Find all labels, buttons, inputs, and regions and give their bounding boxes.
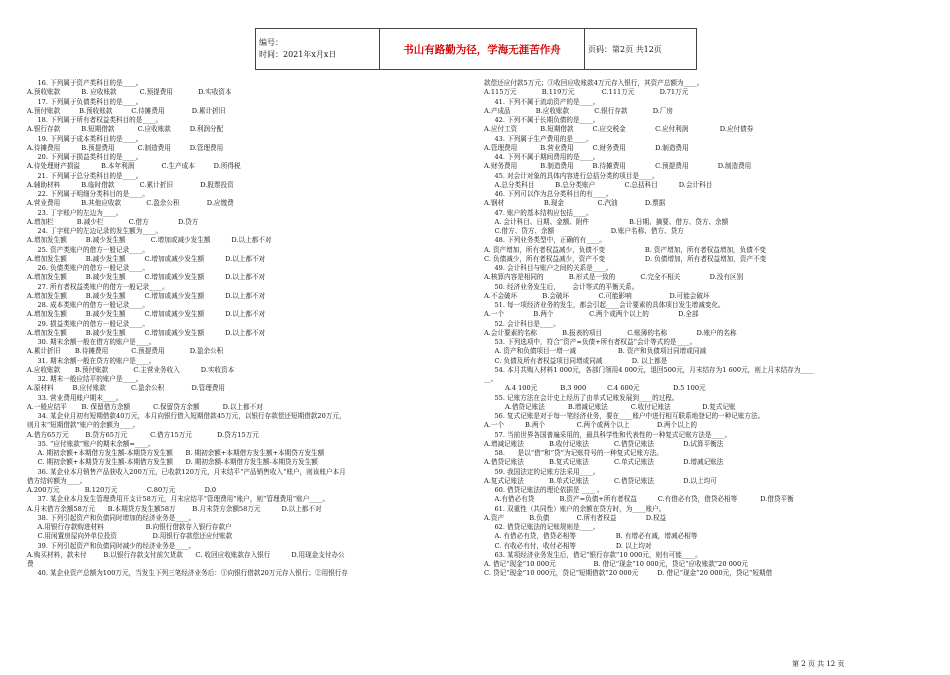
text-line: 35. “应付账款”账户的期末余额=____。 <box>27 439 155 448</box>
text-line: C. 期初余额+本期贷方发生额-本期借方发生额 D. 期初余额-本期借方发生额-本期贷方发生额 <box>27 458 318 467</box>
text-line: A.月末借方余额58万元 B.本期贷方发生额58万 B.月末贷方余额58万元 D.以上都不对 <box>27 504 322 513</box>
text-line: A.4 100元 B.3 900 C.4 600元 D.5 100元 <box>484 384 706 393</box>
text-line: 32. 期末一般应结平的账户是____。 <box>27 375 143 383</box>
text-line: A.增加发生额 B.减少发生额 C.增加或减少发生额 D.以上都不对 <box>27 236 272 245</box>
text-line: A.银行存款 B.短期借款 C.应收账款 D.利润分配 <box>27 125 224 134</box>
text-line: C. 负债及所有者权益项目同增或同减 D. 以上都是 <box>484 356 668 365</box>
text-line: A.增加发生额 B.减少发生额 C.增加或减少发生额 D.以上都不对 <box>27 254 266 263</box>
text-line: 63. 某项经济业务发生后，借记“银行存款”10 000元，则有可能____。 <box>484 550 702 559</box>
text-line: A.一个 B.两个 C.两个或两个以上 D.两个以上的 <box>484 421 697 430</box>
text-line: A.原材料 B.应付账款 C.盈余公积 D.管理费用 <box>27 384 226 393</box>
text-line: 62. 借贷记账法的记账规则是____。 <box>484 523 600 531</box>
text-line: C.用闲置房屋向外单位投资 D.用银行存款偿还应付账款 <box>27 532 233 541</box>
text-line: 费 <box>27 560 34 568</box>
right-column <box>484 79 930 579</box>
text-line: A.一般应结平 B. 保留借方余额 C.保留贷方余额 D.以上都不对 <box>27 402 263 411</box>
text-line: 37. 某企业本月发生管理费用开支计58万元，月末应结平“管理费用”账户，则“管理费用”账户____。 <box>27 495 330 504</box>
text-line: C. 有收必有付，收付必相等 D. 以上均对 <box>484 541 652 550</box>
text-line: A.增加发生额 B.减少发生额 C.增加或减少发生额 D.以上都不对 <box>27 310 266 319</box>
text-line: 25. 资产类账户的借方一般记录____。 <box>27 245 149 254</box>
text-line: 51. 每一项经济业务的发生，都会引起____会计要素的具体项目发生增减变化。 <box>484 301 725 309</box>
text-line: A.增加栏 B.减少栏 C.借方 D.贷方 <box>27 217 199 226</box>
text-line: A.不会破坏 B.会破坏 C.可能影响 D.可能会破坏 <box>484 291 710 300</box>
text-line: 49. 会计科目与账户之间的关系是____。 <box>484 264 613 272</box>
text-line: C.借方、贷方、余额 D.账户名称、借方、贷方 <box>484 227 684 235</box>
text-line: 52. 会计科目是____。 <box>484 319 560 328</box>
text-line: 39. 下列引起资产和负债同时减少的经济业务是____。 <box>27 541 196 550</box>
text-line: 22. 下列属于明细分类科目的是____。 <box>27 190 149 198</box>
text-line: 54. 本月共购入材料1 000元，各部门领用4 000元，退回500元，月末结存为1 600元，则上月末结存为____ <box>484 365 814 374</box>
text-line: 23. 丁字账户的左边为____。 <box>27 208 123 217</box>
text-line: 28. 成本类账户的借方一般记录____。 <box>27 301 149 309</box>
page-info: 页码：第2页 共12页 <box>585 29 697 70</box>
text-line: A. 资产增加，所有者权益减少，负债不变 B. 资产增加，所有者权益增加，负债不变 <box>484 245 767 254</box>
text-line: A.管理费用 B.营业费用 C.财务费用 D.制造费用 <box>484 143 689 152</box>
text-line: 则月末“短期借款”账户的余额为____。 <box>27 421 140 430</box>
text-line: 55. 记账方法在会计史上经历了由单式记账发展到____的过程。 <box>484 393 679 402</box>
text-line: 36. 某企业本月销售产品获收入200万元，已收款120万元，月末结平“产品销售收入”账户，则该账户本月 <box>27 467 346 476</box>
text-line: 借方结转额为____。 <box>27 476 87 485</box>
text-line: C. 负债减少，所有者权益减少，资产不变 D. 负债增加，所有者权益增加，资产不变 <box>484 254 767 263</box>
text-line: 50. 经济业务发生后， 会计等式的平衡关系。 <box>484 282 639 291</box>
text-line: A.财务费用 B.制造费用 B.待摊费用 C.预提费用 D.制造费用 <box>484 162 752 171</box>
text-line: A.115万元 B.119万元 C.111万元 D.71万元 <box>484 88 689 97</box>
text-line: 17. 下列属于负债类科目的是____。 <box>27 97 143 106</box>
text-line: A.一个 B.两个 C.两个或两个以上的 D.全部 <box>484 310 699 319</box>
page-header <box>255 28 697 70</box>
text-line: 46. 下列可以作为总分类科目的有____。 <box>484 190 613 198</box>
text-line: C. 贷记“现金”10 000元，贷记“短期借款”20 000元 D. 借记“现金”20 000元，贷记“短期借 <box>484 569 773 578</box>
text-line: A.复式记账法 B.单式记账法 C.借贷记账法 D.以上均可 <box>484 476 717 485</box>
text-line: 61. 双重性（共同性）账户的余额在贷方时，为____账户。 <box>484 504 666 513</box>
text-line: A.待摊费用 B.预提费用 C.制造费用 D.管理费用 <box>27 143 224 152</box>
text-line: 19. 下列属于成本类科目的是____。 <box>27 134 143 143</box>
text-line: A.用银行存款购进材料 B.向银行借款存入银行存款户 <box>27 523 232 531</box>
text-line: 33. 营业费用账户期末____。 <box>27 393 123 402</box>
text-line: 48. 下列业务类型中，正确的有____。 <box>484 236 606 245</box>
text-line: 44. 下列不属于期间费用的是____。 <box>484 153 600 161</box>
text-line: A.总分类科目 B.总分类账户 C.总括科目 D.会计科目 <box>484 180 713 189</box>
text-line: A.待处理财产损溢 B.本年利润 C.生产成本 D.所得税 <box>27 162 241 171</box>
text-line: 45. 对会计对象的具体内容进行总括分类的项目是____。 <box>484 171 659 180</box>
text-line: A.预付账款 B.预收账款 C.待摊费用 D.累计折旧 <box>27 106 226 115</box>
text-line: 31. 期末余额一般在贷方的账户是____。 <box>27 356 156 365</box>
text-line: 29. 损益类账户的借方一般记录____。 <box>27 319 149 328</box>
text-line: A. 会计科目、日期、金额、附件 B.日期、摘要、借方、贷方、余额 <box>484 217 729 226</box>
text-line: 40. 某企业资产总额为100万元，当发生下列三笔经济业务后：①向银行借款20万元存入银行；②用银行存 <box>27 569 348 578</box>
text-line: A.购买材料，款未付 B.以银行存款支付前欠货款 C. 收回应收账款存入银行 D.用现金支付办公 <box>27 550 345 559</box>
text-line: 53. 下列选项中，符合“资产=负债+所有者权益”会计等式的是____。 <box>484 338 697 346</box>
text-line: 30. 期末余额一般在借方的账户是____。 <box>27 338 156 346</box>
text-line: A.辅助材料 B.临时借款 C.累计折旧 D.股票投资 <box>27 180 234 189</box>
text-line: 60. 借贷记账法的理论依据是 ____ 。 <box>484 486 604 494</box>
text-line: 56. 复式记账是对于每一笔经济业务，要在____账户中进行相互联系地登记的一种记账方法。 <box>484 412 765 420</box>
text-line: 27. 所有者权益类账户的借方一般记录____。 <box>27 282 169 291</box>
header-meta <box>256 29 380 70</box>
text-line: A.会计要素的名称 B.报表的项目 C.账簿的名称 D.账户的名称 <box>484 328 737 337</box>
number-label: 编号： <box>259 38 283 47</box>
text-line: 43. 下列属于生产费用的是____。 <box>484 134 593 143</box>
text-line: A.增加发生额 B.减少发生额 C.增加或减少发生额 D.以上都不对 <box>27 291 266 300</box>
text-line: 16. 下列属于资产类科目的是____。 <box>27 79 143 87</box>
text-line: A.应付工资 B.短期借款 C.应交税金 C.应付利润 D.应付债券 <box>484 125 754 134</box>
text-line: A.营业费用 B.其他应收款 C.盈余公积 D.应缴费 <box>27 199 234 208</box>
text-line: A. 期初余额+本期借方发生额-本期贷方发生额 B. 期初余额+本期借方发生额+本期贷方发生额 <box>27 449 325 457</box>
text-line: A.预收账款 B. 应收账款 C.预提费用 D.实收资本 <box>27 88 232 97</box>
text-line: 58. 是以“借”和“贷”为记账符号的一种复式记账方法。 <box>484 449 663 457</box>
text-line: A.产成品 B.应收账款 C.银行存款 D.厂房 <box>484 106 674 115</box>
text-line: 47. 账户的基本结构应包括____。 <box>484 208 593 217</box>
text-line: A.有借必有贷 B.资产=负债+所有者权益 C.有借必有贷，借贷必相等 D.借贷平衡 <box>484 495 794 504</box>
text-line: A.增减记账法 B.收付记账法 C.借贷记账法 D.试算平衡法 <box>484 439 724 448</box>
text-line: A. 借记“现金”10 000元 B. 借记“现金”10 000元，贷记“应收账款”20 000元 <box>484 560 748 568</box>
text-line: 34. 某企业月初有短期借款40万元，本月向银行借入短期借款45万元，以银行存款偿还短期借款20万元， <box>27 412 346 420</box>
text-line: A. 资产和负债项目一增一减 B. 资产和负债项目同增或同减 <box>484 347 707 356</box>
text-line: A.资产 B.负债 C.所有者权益 D.权益 <box>484 513 667 522</box>
text-line: 59. 我国法定的记账方法采用____。 <box>484 467 600 476</box>
text-line: A.借贷记账法 B.增减记账法 C.收付记账法 D.复式记账 <box>484 402 736 411</box>
left-column <box>27 79 472 579</box>
text-line: A. 有借必有贷，借贷必相等 B. 有增必有减，增减必相等 <box>484 532 698 541</box>
text-line: 24. 丁字账户的左边记录的发生额为____。 <box>27 227 163 235</box>
text-line: 57. 当前世界各国普遍采用的，最具科学性和代表性的一种复式记账方法是____。 <box>484 430 732 439</box>
text-line: A.钢材 B.现金 C.汽油 D.票据 <box>484 199 666 208</box>
text-line: 18. 下列属于所有者权益类科目的是____。 <box>27 116 163 124</box>
text-line: 41. 下列不属于流动资产的是____。 <box>484 97 600 106</box>
text-line: A.核算内容是相同的 B.形式是一致的 C.完全不相关 D.没有区别 <box>484 273 744 282</box>
text-line: __。 <box>484 375 498 383</box>
text-line: A.累计折旧 B.待摊费用 C.预提费用 D.盈余公积 <box>27 347 224 356</box>
text-line: 20. 下列属于损益类科目的是____。 <box>27 153 143 161</box>
text-line: A.增加发生额 B.减少发生额 C.增加或减少发生额 D.以上都不对 <box>27 273 266 282</box>
text-line: A.应收账款 B.预付账款 C.主营业务收入 D.实收资本 <box>27 365 235 374</box>
text-line: 26. 负债类账户的借方一般记录____。 <box>27 264 149 272</box>
text-line: A.增加发生额 B.减少发生额 C.增加或减少发生额 D.以上都不对 <box>27 328 266 337</box>
page-footer: 第 2 页 共 12 页 <box>792 660 845 668</box>
text-line: A.借方65万元 B.贷方65万元 C.借方15万元 D.贷方15万元 <box>27 430 259 439</box>
text-line: 款偿还应付款5万元；③收回应收账款4万元存入银行，其资产总额为____。 <box>484 79 704 87</box>
motto: 书山有路勤为径，学海无涯苦作舟 <box>380 29 585 70</box>
text-line: A.借贷记账法 B.复式记账法 C.单式记账法 D.增减记账法 <box>484 458 724 467</box>
text-line: 42. 下列不属于长期负债的是____。 <box>484 116 600 124</box>
text-line: 38. 下列引起资产和负债同时增加的经济业务是____。 <box>27 513 196 522</box>
text-line: 21. 下列属于总分类科目的是____。 <box>27 171 143 180</box>
text-line: A.200万元 B.120万元 C.80万元 D.0 <box>27 486 217 494</box>
time-label: 时间：2021年x月x日 <box>259 50 337 59</box>
